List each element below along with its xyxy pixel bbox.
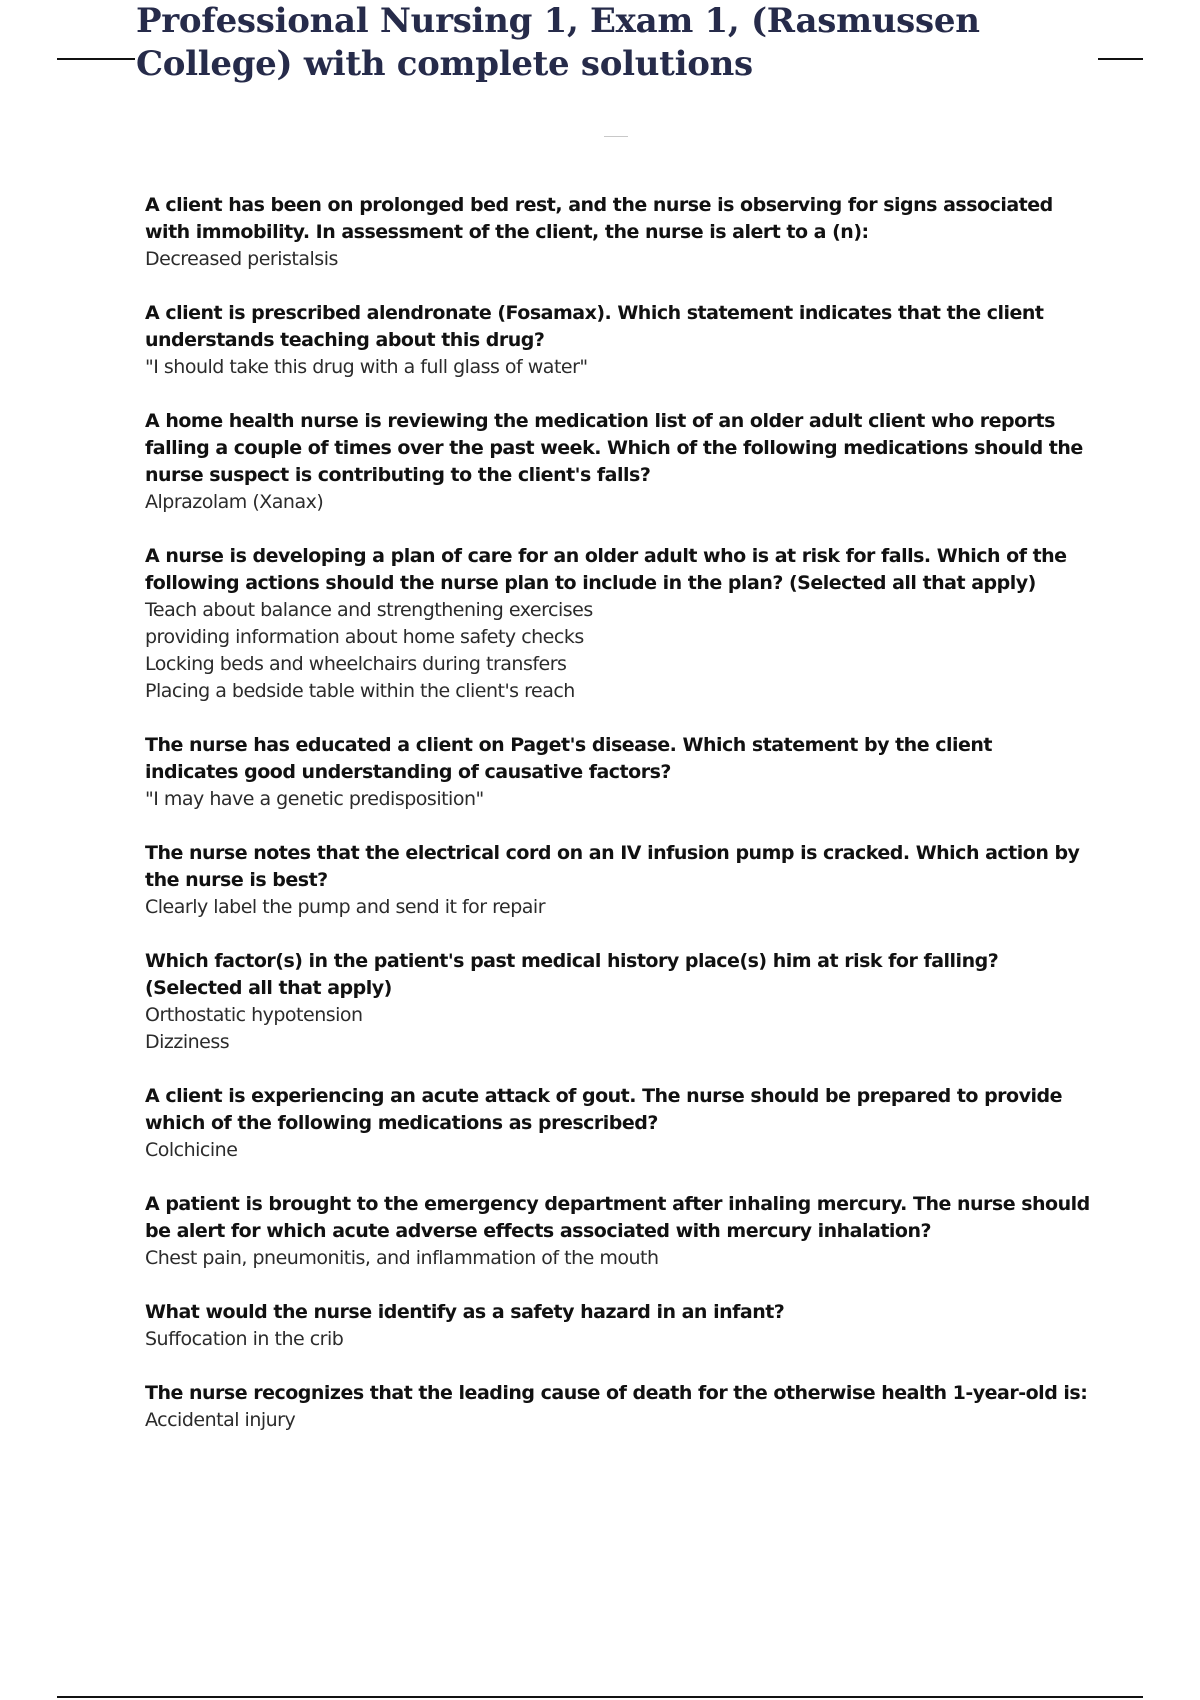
answer-text: Suffocation in the crib bbox=[145, 1328, 344, 1350]
qa-item bbox=[145, 1380, 1090, 1434]
question-text: A client is experiencing an acute attack of gout. The nurse should be prepared to provide which of the following medications as prescribed? bbox=[145, 1085, 1062, 1134]
qa-item bbox=[145, 1191, 1090, 1272]
header-rule-left bbox=[57, 58, 135, 60]
answer-text: Alprazolam (Xanax) bbox=[145, 491, 324, 513]
footer-rule bbox=[57, 1696, 1143, 1698]
qa-item bbox=[145, 543, 1090, 705]
qa-item bbox=[145, 408, 1090, 516]
question-text: What would the nurse identify as a safety hazard in an infant? bbox=[145, 1301, 785, 1323]
document-title: Professional Nursing 1, Exam 1, (Rasmussen College) with complete solutions bbox=[136, 1, 980, 84]
question-text: The nurse recognizes that the leading cause of death for the otherwise health 1-year-old is: bbox=[145, 1382, 1088, 1404]
question-answer-list bbox=[145, 192, 1090, 1461]
question-text: A nurse is developing a plan of care for an older adult who is at risk for falls. Which of the following actions should the nurse plan to include in the plan? (Selected all that apply) bbox=[145, 545, 1067, 594]
answer-text: Teach about balance and strengthening exercises bbox=[145, 599, 593, 621]
answer-text: Placing a bedside table within the client's reach bbox=[145, 680, 575, 702]
answer-text: providing information about home safety checks bbox=[145, 626, 584, 648]
question-text: A home health nurse is reviewing the medication list of an older adult client who reports falling a couple of times over the past week. Which of the following medications should the nurse suspect is contributing to the client's falls? bbox=[145, 410, 1083, 486]
question-text: The nurse notes that the electrical cord on an IV infusion pump is cracked. Which action by the nurse is best? bbox=[145, 842, 1080, 891]
question-text: A client has been on prolonged bed rest, and the nurse is observing for signs associated with immobility. In assessment of the client, the nurse is alert to a (n): bbox=[145, 194, 1053, 243]
qa-item bbox=[145, 948, 1090, 1056]
qa-item bbox=[145, 1299, 1090, 1353]
question-text: Which factor(s) in the patient's past medical history place(s) him at risk for falling? (Selected all that apply) bbox=[145, 950, 999, 999]
qa-item bbox=[145, 732, 1090, 813]
answer-text: Colchicine bbox=[145, 1139, 238, 1161]
answer-text: Chest pain, pneumonitis, and inflammation of the mouth bbox=[145, 1247, 659, 1269]
qa-item bbox=[145, 840, 1090, 921]
separator-mark bbox=[604, 136, 628, 137]
question-text: The nurse has educated a client on Paget's disease. Which statement by the client indicates good understanding of causative factors? bbox=[145, 734, 992, 783]
answer-text: Locking beds and wheelchairs during transfers bbox=[145, 653, 567, 675]
answer-text: "I should take this drug with a full glass of water" bbox=[145, 356, 588, 378]
answer-text: Decreased peristalsis bbox=[145, 248, 338, 270]
answer-text: Accidental injury bbox=[145, 1409, 296, 1431]
answer-text: Orthostatic hypotension bbox=[145, 1004, 363, 1026]
answer-text: Clearly label the pump and send it for repair bbox=[145, 896, 545, 918]
header-rule-right bbox=[1098, 58, 1143, 60]
answer-text: "I may have a genetic predisposition" bbox=[145, 788, 484, 810]
answer-text: Dizziness bbox=[145, 1031, 230, 1053]
qa-item bbox=[145, 300, 1090, 381]
question-text: A client is prescribed alendronate (Fosamax). Which statement indicates that the client understands teaching about this drug? bbox=[145, 302, 1044, 351]
question-text: A patient is brought to the emergency department after inhaling mercury. The nurse should be alert for which acute adverse effects associated with mercury inhalation? bbox=[145, 1193, 1090, 1242]
qa-item bbox=[145, 192, 1090, 273]
qa-item bbox=[145, 1083, 1090, 1164]
